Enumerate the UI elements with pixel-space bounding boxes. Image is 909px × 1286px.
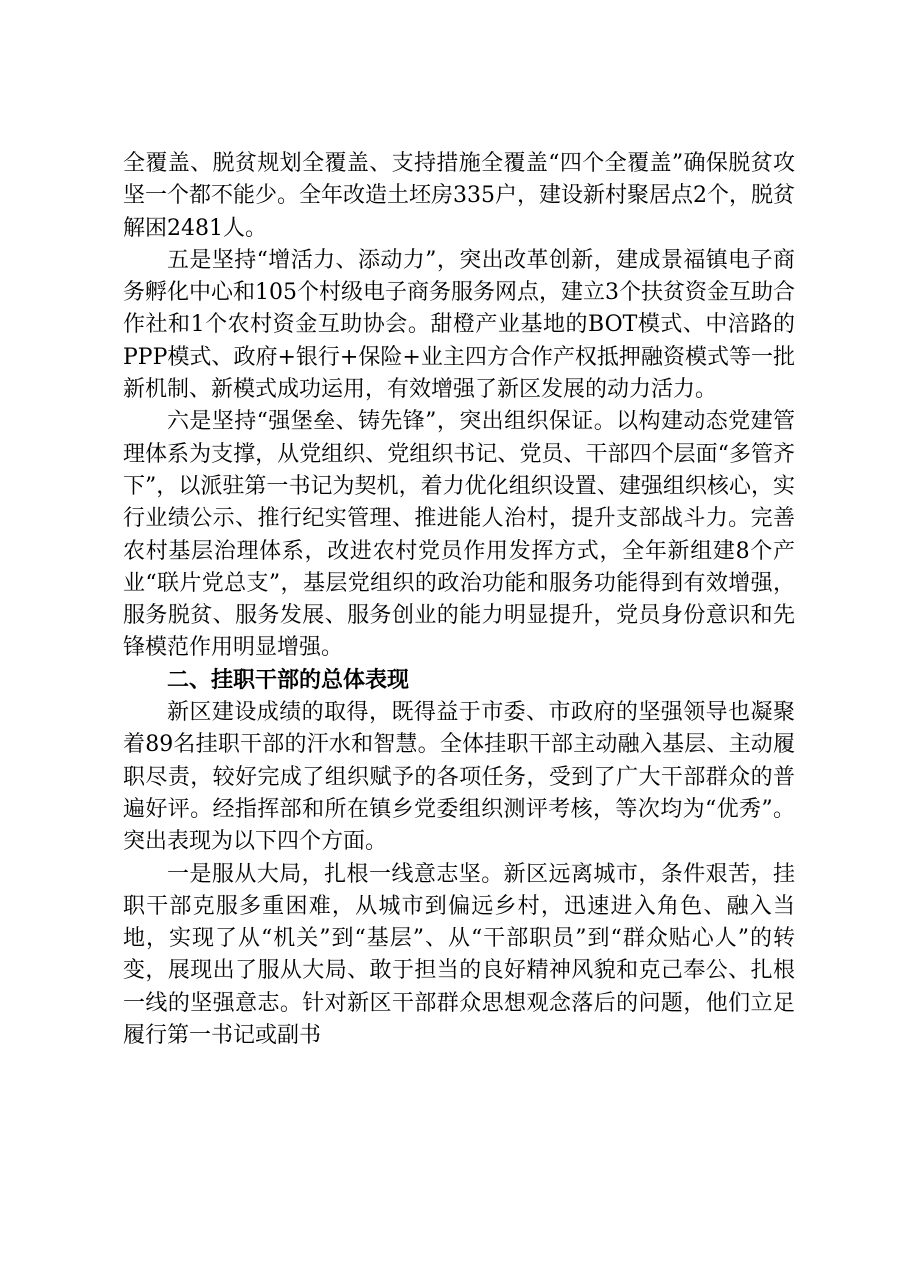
paragraph-reform-innovation: 五是坚持“增活力、添动力”，突出改革创新，建成景福镇电子商务孵化中心和105个村级电子商务服务网点，建立3个扶贫资金互助合作社和1个农村资金互助协会。甜橙产业基地的BOT模式、中涪路的PPP模式、政府+银行+保险+业主四方合作产权抵押融资模式等一批新机制、新模式成功运用，有效增强了新区发展的动力活力。 (123, 247, 795, 403)
paragraph-obey-overall-situation: 一是服从大局，扎根一线意志坚。新区远离城市，条件艰苦，挂职干部克服多重困难，从城市到偏远乡村，迅速进入角色、融入当地，实现了从“机关”到“基层”、从“干部职员”到“群众贴心人”的转变，展现出了服从大局、敢于担当的良好精神风貌和克己奉公、扎根一线的坚强意志。针对新区干部群众思想观念落后的问题，他们立足履行第一书记或副书 (123, 861, 795, 1049)
section-heading: 二、挂职干部的总体表现 (167, 667, 410, 693)
document-body (123, 148, 795, 1052)
paragraph-organization-guarantee: 六是坚持“强堡垒、铸先锋”，突出组织保证。以构建动态党建管理体系为支撑，从党组织、党组织书记、党员、干部四个层面“多管齐下”，以派驻第一书记为契机，着力优化组织设置、建强组织核心，实行业绩公示、推行纪实管理、推进能人治村，提升支部战斗力。完善农村基层治理体系，改进农村党员作用发挥方式，全年新组建8个产业“联片党总支”，基层党组织的政治功能和服务功能得到有效增强，服务脱贫、服务发展、服务创业的能力明显提升，党员身份意识和先锋模范作用明显增强。 (123, 409, 795, 661)
paragraph-poverty-coverage: 全覆盖、脱贫规划全覆盖、支持措施全覆盖“四个全覆盖”确保脱贫攻坚一个都不能少。全年改造土坯房335户，建设新村聚居点2个，脱贫解困2481人。 (123, 151, 795, 241)
paragraph-cadre-overview: 新区建设成绩的取得，既得益于市委、市政府的坚强领导也凝聚着89名挂职干部的汗水和智慧。全体挂职干部主动融入基层、主动履职尽责，较好完成了组织赋予的各项任务，受到了广大干部群众的普遍好评。经指挥部和所在镇乡党委组织测评考核，等次均为“优秀”。突出表现为以下四个方面。 (123, 700, 795, 855)
